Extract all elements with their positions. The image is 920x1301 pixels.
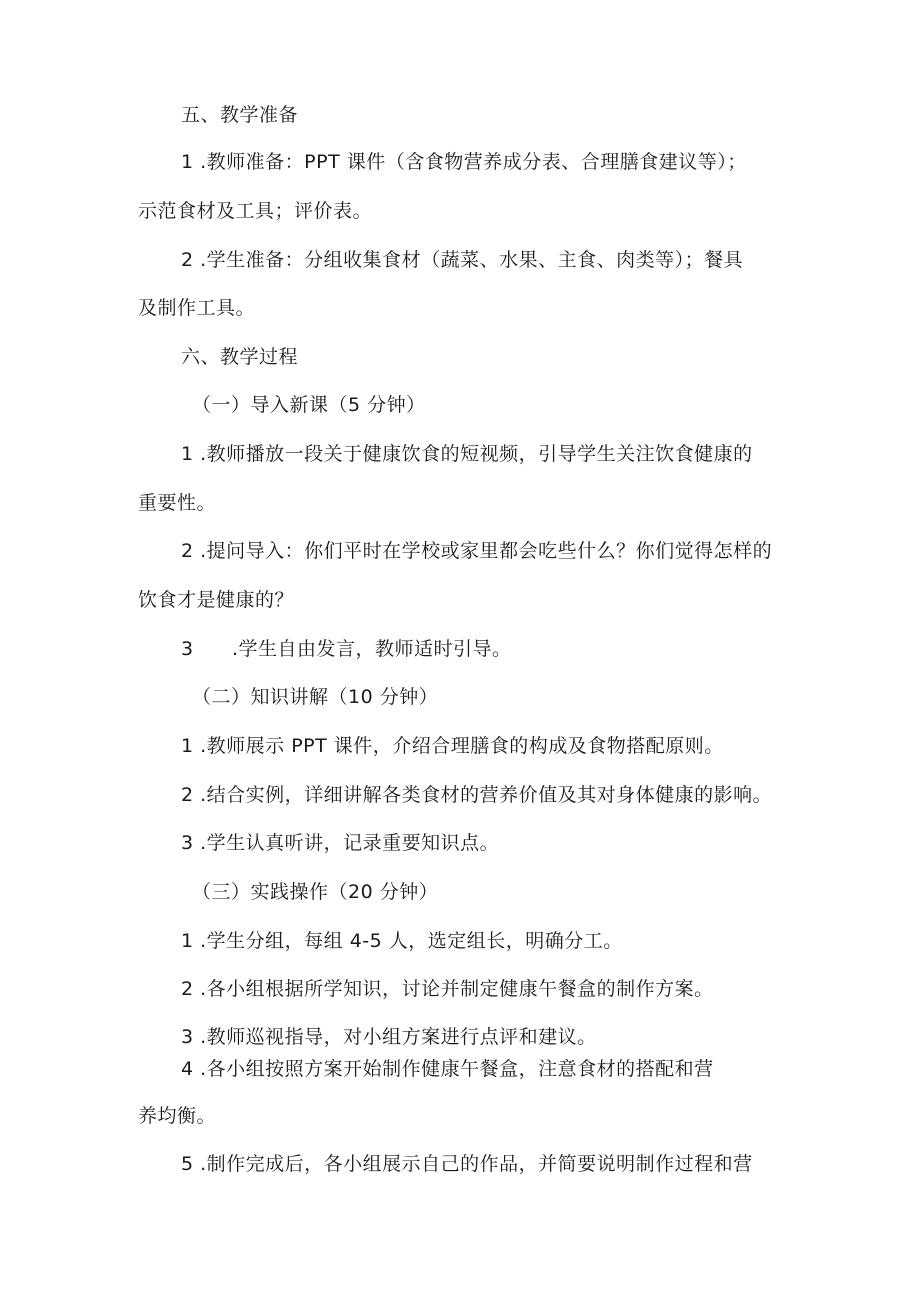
subsection-heading: （二）知识讲解（10 分钟） — [192, 686, 439, 708]
section-heading-process: 六、教学过程 — [181, 346, 299, 368]
paragraph-line: 3 .学生认真听讲，记录重要知识点。 — [181, 832, 500, 854]
list-number: 3 — [181, 638, 194, 660]
paragraph-line: 3 .教师巡视指导，对小组方案进行点评和建议。 — [181, 1026, 597, 1048]
paragraph-line: 1 .教师播放一段关于健康饮食的短视频，引导学生关注饮食健康的 — [181, 443, 753, 465]
subsection-heading: （三）实践操作（20 分钟） — [192, 881, 439, 903]
section-heading-preparation: 五、教学准备 — [181, 104, 299, 126]
paragraph-line: 重要性。 — [138, 492, 217, 514]
paragraph-line: 饮食才是健康的？ — [138, 589, 295, 611]
paragraph-line: 2 .学生准备：分组收集食材（蔬菜、水果、主食、肉类等）；餐具 — [181, 249, 744, 271]
paragraph-line: 2 .结合实例，详细讲解各类食材的营养价值及其对身体健康的影响。 — [181, 784, 773, 806]
paragraph-line: .学生自由发言，教师适时引导。 — [232, 638, 512, 660]
paragraph-line: 1 .教师准备：PPT 课件（含食物营养成分表、合理膳食建议等）； — [181, 151, 747, 173]
paragraph-line: 示范食材及工具；评价表。 — [138, 200, 373, 222]
paragraph-line: 4 .各小组按照方案开始制作健康午餐盒，注意食材的搭配和营 — [181, 1058, 714, 1080]
paragraph-line: 及制作工具。 — [138, 297, 256, 319]
paragraph-line: 1 .学生分组，每组 4-5 人，选定组长，明确分工。 — [181, 930, 623, 952]
paragraph-line: 养均衡。 — [138, 1105, 217, 1127]
paragraph-line: 5 .制作完成后，各小组展示自己的作品，并简要说明制作过程和营 — [181, 1153, 753, 1175]
paragraph-line: 2 .各小组根据所学知识，讨论并制定健康午餐盒的制作方案。 — [181, 978, 714, 1000]
paragraph-line: 1 .教师展示 PPT 课件，介绍合理膳食的构成及食物搭配原则。 — [181, 735, 724, 757]
paragraph-line: 2 .提问导入：你们平时在学校或家里都会吃些什么？你们觉得怎样的 — [181, 540, 773, 562]
subsection-heading: （一）导入新课（5 分钟） — [192, 394, 426, 416]
